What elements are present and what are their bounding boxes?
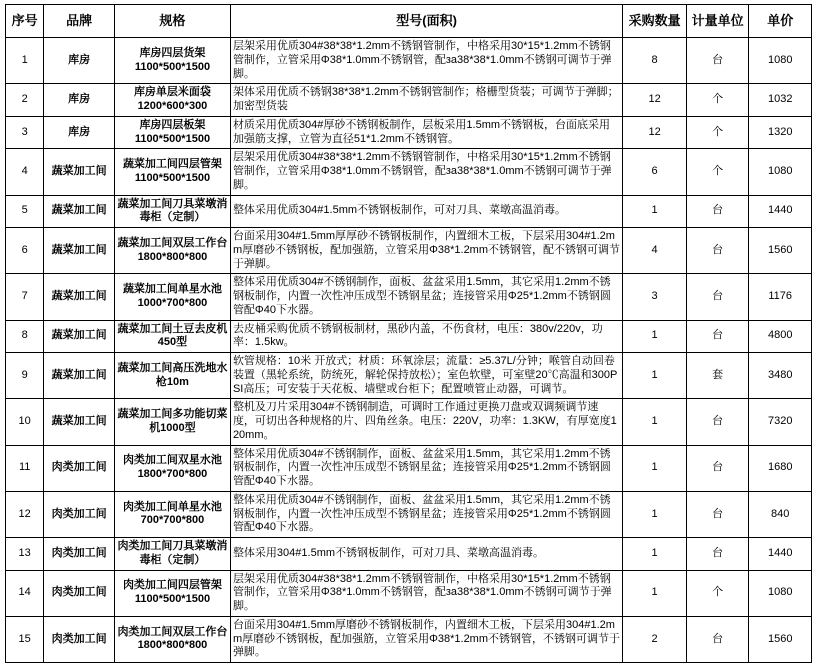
cell-price[interactable]: 1560 [749,228,812,274]
table-row [6,353,812,399]
cell-model[interactable]: 软管规格：10米 开放式；材质：环氧涂层；流量：≥5.37L/分钟；喉管自动回卷装置（黑轮系统，防统死，解轮保持放松）；室色软壁，可室壁20℃高温和300PSI高压；可安装于天花板、墙壁或台柜下；配置喷管止动器，可调节。 [230,353,622,399]
table-row [6,320,812,353]
cell-spec[interactable]: 蔬菜加工间四层管架 1100*500*1500 [114,149,230,195]
cell-quantity[interactable]: 12 [623,116,687,149]
cell-quantity[interactable]: 1 [623,538,687,571]
cell-model[interactable]: 整体采用优质304#1.5mm不锈钢板制作，可对刀具、菜墩高温消毒。 [230,195,622,228]
cell-unit[interactable]: 台 [686,399,749,445]
cell-spec[interactable]: 肉类加工间单星水池 700*700*800 [114,491,230,537]
cell-model[interactable]: 材质采用优质304#厚砂不锈钢板制作，层板采用1.5mm不锈钢板，台面底采用加强筋支撑，立管为直径51*1.2mm不锈钢管。 [230,116,622,149]
cell-model[interactable]: 架体采用优质不锈钢38*38*1.2mm不锈钢管制作；格栅型货装；可调节于弹脚；加密型货装 [230,84,622,117]
cell-index[interactable]: 5 [6,195,44,228]
cell-brand[interactable]: 肉类加工间 [44,445,115,491]
cell-brand[interactable]: 库房 [44,116,115,149]
cell-index[interactable]: 11 [6,445,44,491]
cell-index[interactable]: 4 [6,149,44,195]
cell-model[interactable]: 整体采用优质304#不锈钢制作，面板、盆盆采用1.5mm，其它采用1.2mm不锈钢板制作，内置一次性冲压成型不锈钢星盆；连接管采用Φ25*1.2mm不锈钢圆管配Φ40下水器。 [230,274,622,320]
cell-spec[interactable]: 库房四层板架 1100*500*1500 [114,116,230,149]
cell-model[interactable]: 层架采用优质304#38*38*1.2mm不锈钢管制作，中格采用30*15*1.2mm不锈钢管制作，立管采用Φ38*1.0mm不锈钢管，配за38*38*1.0mm不锈钢可调节于弹脚。 [230,570,622,616]
cell-spec[interactable]: 肉类加工间四层管架 1100*500*1500 [114,570,230,616]
cell-unit[interactable]: 套 [686,353,749,399]
cell-brand[interactable]: 蔬菜加工间 [44,228,115,274]
column-header-index: 序号 [6,5,44,38]
cell-brand[interactable]: 肉类加工间 [44,616,115,662]
cell-model[interactable]: 整机及刀片采用304#不锈钢制造，可调时工作通过更换刀盘或双调频调节速度，可切出各种规格的片、四角丝条。电压：220V，功率：1.3KW，有厚宽度120mm。 [230,399,622,445]
cell-quantity[interactable]: 8 [623,38,687,84]
cell-quantity[interactable]: 1 [623,320,687,353]
table-row [6,84,812,117]
cell-unit[interactable]: 台 [686,616,749,662]
cell-index[interactable]: 14 [6,570,44,616]
cell-unit[interactable]: 台 [686,320,749,353]
cell-spec[interactable]: 蔬菜加工间高压洗地水 枪10m [114,353,230,399]
cell-brand[interactable]: 库房 [44,84,115,117]
cell-unit[interactable]: 台 [686,445,749,491]
cell-brand[interactable]: 蔬菜加工间 [44,195,115,228]
cell-model[interactable]: 整体采用304#1.5mm不锈钢板制作，可对刀具、菜墩高温消毒。 [230,538,622,571]
column-header-brand: 品牌 [44,5,115,38]
cell-spec[interactable]: 库房单层米面袋 1200*600*300 [114,84,230,117]
table-row [6,274,812,320]
table-row [6,149,812,195]
cell-spec[interactable]: 蔬菜加工间土豆去皮机 450型 [114,320,230,353]
cell-spec[interactable]: 蔬菜加工间刀具菜墩消 毒柜（定制） [114,195,230,228]
cell-unit[interactable]: 个 [686,149,749,195]
column-header-spec: 规格 [114,5,230,38]
table-row [6,399,812,445]
cell-model[interactable]: 整体采用优质304#不锈钢制作，面板、盆盆采用1.5mm，其它采用1.2mm不锈钢板制作，内置一次性冲压成型不锈钢星盆；连接管采用Φ25*1.2mm不锈钢圆管配Φ40下水器。 [230,445,622,491]
cell-brand[interactable]: 蔬菜加工间 [44,274,115,320]
cell-index[interactable]: 13 [6,538,44,571]
cell-price[interactable]: 1440 [749,538,812,571]
table-row [6,491,812,537]
cell-quantity[interactable]: 2 [623,616,687,662]
cell-spec[interactable]: 肉类加工间双星水池 1800*700*800 [114,445,230,491]
cell-quantity[interactable]: 1 [623,195,687,228]
cell-quantity[interactable]: 1 [623,570,687,616]
cell-brand[interactable]: 肉类加工间 [44,538,115,571]
cell-brand[interactable]: 肉类加工间 [44,570,115,616]
column-header-quantity: 采购数量 [623,5,687,38]
cell-unit[interactable]: 台 [686,195,749,228]
cell-price[interactable]: 1032 [749,84,812,117]
cell-unit[interactable]: 台 [686,38,749,84]
cell-quantity[interactable]: 1 [623,353,687,399]
cell-quantity[interactable]: 1 [623,491,687,537]
column-header-price: 单价 [749,5,812,38]
cell-brand[interactable]: 蔬菜加工间 [44,149,115,195]
cell-price[interactable]: 1080 [749,38,812,84]
table-row [6,616,812,662]
cell-model[interactable]: 台面采用304#1.5mm厚磨砂不锈钢板制作，内置细木工板，下层采用304#1.2mm厚磨砂不锈钢板，配加强筋，立管采用Φ38*1.2mm不锈钢管，不锈钢可调节于弹脚。 [230,616,622,662]
cell-index[interactable]: 8 [6,320,44,353]
cell-index[interactable]: 3 [6,116,44,149]
table-header [6,5,812,38]
cell-spec[interactable]: 蔬菜加工间双层工作台 1800*800*800 [114,228,230,274]
table-row [6,116,812,149]
cell-model[interactable]: 层架采用优质304#38*38*1.2mm不锈钢管制作，中格采用30*15*1.2mm不锈钢管制作，立管采用Φ38*1.0mm不锈钢管，配за38*38*1.0mm不锈钢可调节于弹脚。 [230,149,622,195]
cell-price[interactable]: 1176 [749,274,812,320]
cell-price[interactable]: 1560 [749,616,812,662]
table-row [6,445,812,491]
cell-price[interactable]: 1320 [749,116,812,149]
column-header-unit: 计量单位 [686,5,749,38]
cell-index[interactable]: 10 [6,399,44,445]
cell-spec[interactable]: 肉类加工间双层工作台 1800*800*800 [114,616,230,662]
cell-price[interactable]: 840 [749,491,812,537]
cell-index[interactable]: 6 [6,228,44,274]
cell-unit[interactable]: 台 [686,491,749,537]
cell-quantity[interactable]: 1 [623,445,687,491]
table-row [6,570,812,616]
cell-price[interactable]: 7320 [749,399,812,445]
cell-price[interactable]: 1080 [749,149,812,195]
cell-quantity[interactable]: 6 [623,149,687,195]
cell-unit[interactable]: 台 [686,538,749,571]
cell-model[interactable]: 去皮桶采购优质不锈钢板制材，黑砂内盖，不伤食材，电压：380v/220v，功率：1.5kw。 [230,320,622,353]
cell-spec[interactable]: 蔬菜加工间单星水池 1000*700*800 [114,274,230,320]
cell-unit[interactable]: 个 [686,570,749,616]
cell-spec[interactable]: 库房四层货架 1100*500*1500 [114,38,230,84]
cell-index[interactable]: 9 [6,353,44,399]
cell-brand[interactable]: 蔬菜加工间 [44,399,115,445]
cell-price[interactable]: 3480 [749,353,812,399]
cell-index[interactable]: 12 [6,491,44,537]
cell-unit[interactable]: 个 [686,116,749,149]
header-row [6,5,812,38]
cell-quantity[interactable]: 4 [623,228,687,274]
cell-price[interactable]: 1440 [749,195,812,228]
cell-brand[interactable]: 肉类加工间 [44,491,115,537]
table-row [6,538,812,571]
column-header-model: 型号(面积) [230,5,622,38]
cell-model[interactable]: 整体采用优质304#不锈钢制作，面板、盆盆采用1.5mm，其它采用1.2mm不锈钢板制作，内置一次性冲压成型不锈钢星盆；连接管采用Φ25*1.2mm不锈钢圆管配Φ40下水器。 [230,491,622,537]
cell-quantity[interactable]: 3 [623,274,687,320]
cell-quantity[interactable]: 1 [623,399,687,445]
cell-spec[interactable]: 蔬菜加工间多功能切菜 机1000型 [114,399,230,445]
cell-index[interactable]: 2 [6,84,44,117]
equipment-table [5,4,812,663]
table-row [6,38,812,84]
cell-index[interactable]: 7 [6,274,44,320]
cell-price[interactable]: 1680 [749,445,812,491]
cell-brand[interactable]: 蔬菜加工间 [44,320,115,353]
cell-unit[interactable]: 个 [686,84,749,117]
cell-price[interactable]: 1080 [749,570,812,616]
cell-price[interactable]: 4800 [749,320,812,353]
cell-brand[interactable]: 库房 [44,38,115,84]
table-row [6,228,812,274]
cell-model[interactable]: 层架采用优质304#38*38*1.2mm不锈钢管制作，中格采用30*15*1.2mm不锈钢管制作，立管采用Φ38*1.0mm不锈钢管，配за38*38*1.0mm不锈钢可调节于弹脚。 [230,38,622,84]
table-row [6,195,812,228]
cell-quantity[interactable]: 12 [623,84,687,117]
cell-brand[interactable]: 蔬菜加工间 [44,353,115,399]
cell-index[interactable]: 1 [6,38,44,84]
cell-unit[interactable]: 台 [686,274,749,320]
table-body [6,38,812,663]
cell-model[interactable]: 台面采用304#1.5mm厚厚砂不锈钢板制作，内置细木工板，下层采用304#1.2mm厚磨砂不锈钢板，配加强筋，立管采用Φ38*1.2mm不锈钢管，配不锈钢可调节于弹脚。 [230,228,622,274]
cell-index[interactable]: 15 [6,616,44,662]
cell-spec[interactable]: 肉类加工间刀具菜墩消 毒柜（定制） [114,538,230,571]
cell-unit[interactable]: 台 [686,228,749,274]
